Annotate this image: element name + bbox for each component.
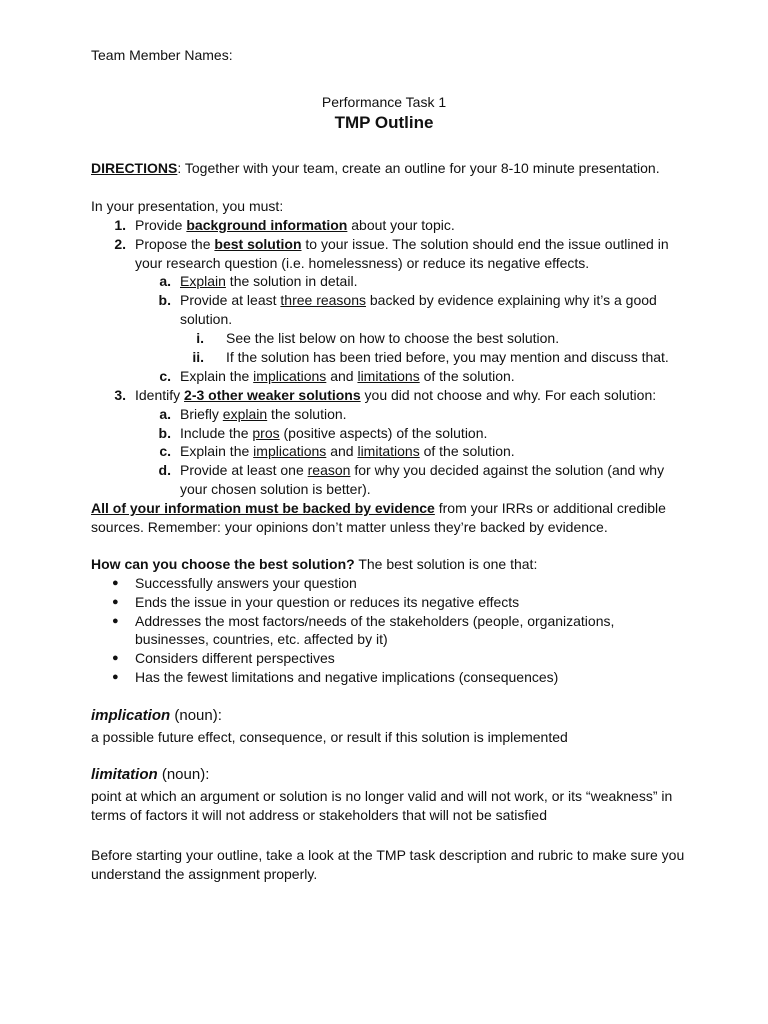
sub-item-2b <box>180 291 657 310</box>
sub-item-3c-post: of the solution. <box>419 443 515 459</box>
sub-item-3c-key2: limitations <box>357 443 420 459</box>
sub-item-2c-mid: and <box>326 368 358 384</box>
sub-item-2a <box>180 272 357 291</box>
sub-item-2a-key: Explain <box>180 273 226 289</box>
bullet-item: Addresses the most factors/needs of the stakeholders (people, organizations, <box>135 613 615 629</box>
best-solution-post: The best solution is one that: <box>354 556 538 572</box>
implication-pos: (noun): <box>170 707 222 724</box>
sub-item-3c-mid: and <box>326 443 358 459</box>
list-item-1 <box>135 216 455 235</box>
limitation-heading <box>91 766 209 785</box>
list-item-3-key: 2-3 other weaker solutions <box>184 387 361 403</box>
limitation-pos: (noun): <box>157 766 210 783</box>
sub-item-3b-post: (positive aspects) of the solution. <box>279 425 488 441</box>
list-number-3: 3. <box>114 387 126 403</box>
sub-item-2b-cont: solution. <box>180 311 233 327</box>
sub-item-3a-key: explain <box>222 406 268 422</box>
directions-text: : Together with your team, create an outline for your 8-10 minute presentation. <box>177 160 660 176</box>
sub-item-3b-key: pros <box>252 425 280 441</box>
sub-item-3c-key1: implications <box>253 443 327 459</box>
list-item-2 <box>135 235 669 254</box>
list-item-1-key: background information <box>186 217 348 233</box>
sub-marker-3b: b. <box>158 425 171 441</box>
sub-item-2c-key2: limitations <box>357 368 420 384</box>
roman-item-i: See the list below on how to choose the best solution. <box>226 330 560 346</box>
roman-marker-i: i. <box>196 330 204 346</box>
bullet-item: Ends the issue in your question or reduces its negative effects <box>135 594 520 610</box>
list-number-2: 2. <box>114 236 126 252</box>
sub-marker-3a: a. <box>159 406 171 422</box>
list-item-3 <box>135 386 656 405</box>
sub-item-3a-pre: Briefly <box>180 406 223 422</box>
sub-item-2a-post: the solution in detail. <box>225 273 358 289</box>
limitation-definition-line2: terms of factors it will not address or stakeholders that will not be satisfied <box>91 807 547 823</box>
list-item-3-post: you did not choose and why. For each solution: <box>360 387 657 403</box>
list-item-2-pre: Propose the <box>135 236 215 252</box>
sub-item-3d <box>180 461 664 480</box>
sub-marker-3d: d. <box>158 462 171 478</box>
list-item-2-post: to your issue. The solution should end the issue outlined in <box>301 236 669 252</box>
roman-item-ii: If the solution has been tried before, you may mention and discuss that. <box>226 349 669 365</box>
sub-item-3b-pre: Include the <box>180 425 253 441</box>
implication-term: implication <box>91 707 171 724</box>
sub-item-2c-post: of the solution. <box>419 368 515 384</box>
sub-item-3d-cont: your chosen solution is better). <box>180 481 371 497</box>
sub-marker-2a: a. <box>159 273 171 289</box>
closing-line2: understand the assignment properly. <box>91 866 318 882</box>
directions-label: DIRECTIONS <box>91 160 178 176</box>
sub-marker-3c: c. <box>159 443 171 459</box>
bullet-dot: ● <box>112 577 119 589</box>
directions-paragraph <box>91 159 660 178</box>
roman-marker-ii: ii. <box>192 349 204 365</box>
list-item-2-key: best solution <box>214 236 302 252</box>
list-item-2-cont: your research question (i.e. homelessness) or reduce its negative effects. <box>135 255 590 271</box>
bullet-item-cont: businesses, countries, etc. affected by it) <box>135 631 388 647</box>
sub-item-2c <box>180 367 515 386</box>
limitation-term: limitation <box>91 766 158 783</box>
sub-item-2b-key: three reasons <box>280 292 366 308</box>
sub-item-3a-post: the solution. <box>267 406 347 422</box>
bullet-item: Has the fewest limitations and negative implications (consequences) <box>135 669 559 685</box>
bullet-item: Considers different perspectives <box>135 650 335 666</box>
list-number-1: 1. <box>114 217 126 233</box>
implication-heading <box>91 707 222 726</box>
bullet-dot: ● <box>112 652 119 664</box>
sub-marker-2c: c. <box>159 368 171 384</box>
evidence-post: from your IRRs or additional credible <box>434 500 666 516</box>
sub-item-2b-pre: Provide at least <box>180 292 281 308</box>
task-label: Performance Task 1 <box>321 94 447 110</box>
list-item-1-pre: Provide <box>135 217 187 233</box>
sub-item-3d-pre: Provide at least one <box>180 462 308 478</box>
sub-marker-2b: b. <box>158 292 171 308</box>
evidence-paragraph <box>91 499 666 518</box>
bullet-dot: ● <box>112 596 119 608</box>
closing-line1: Before starting your outline, take a look at the TMP task description and rubric to make sure you <box>91 847 685 863</box>
sub-item-3d-key: reason <box>307 462 351 478</box>
sub-item-3d-post: for why you decided against the solution (and why <box>350 462 665 478</box>
team-member-label: Team Member Names: <box>91 47 233 63</box>
implication-definition: a possible future effect, consequence, or result if this solution is implemented <box>91 729 568 745</box>
best-solution-heading <box>91 555 537 574</box>
sub-item-3c <box>180 442 515 461</box>
bullet-dot: ● <box>112 671 119 683</box>
evidence-key: All of your information must be backed by evidence <box>91 500 435 516</box>
page-title: TMP Outline <box>334 113 434 132</box>
sub-item-2c-key1: implications <box>253 368 327 384</box>
best-solution-question: How can you choose the best solution? <box>91 556 355 572</box>
bullet-item: Successfully answers your question <box>135 575 357 591</box>
sub-item-2c-pre: Explain the <box>180 368 254 384</box>
sub-item-3c-pre: Explain the <box>180 443 254 459</box>
sub-item-2b-post: backed by evidence explaining why it’s a good <box>366 292 657 308</box>
intro-text: In your presentation, you must: <box>91 198 284 214</box>
sub-item-3b <box>180 424 487 443</box>
sub-item-3a <box>180 405 347 424</box>
evidence-cont: sources. Remember: your opinions don’t matter unless they’re backed by evidence. <box>91 519 608 535</box>
list-item-1-post: about your topic. <box>347 217 455 233</box>
list-item-3-pre: Identify <box>135 387 185 403</box>
limitation-definition-line1: point at which an argument or solution is no longer valid and will not work, or its “weakness” in <box>91 788 673 804</box>
bullet-dot: ● <box>112 615 119 627</box>
